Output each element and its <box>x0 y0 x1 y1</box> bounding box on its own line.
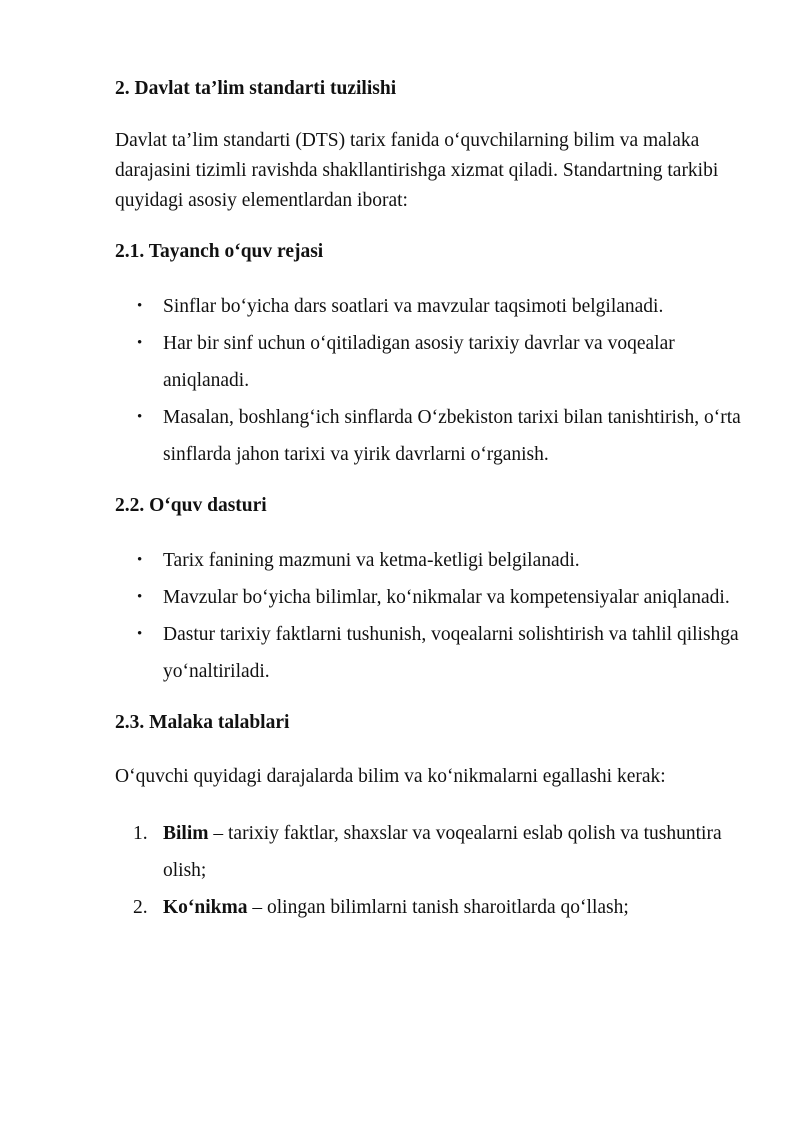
list-item-text: Sinflar bo‘yicha dars soatlari va mavzular taqsimoti belgilanadi. <box>163 296 664 317</box>
document-page <box>115 74 755 926</box>
numbered-list-malaka <box>115 815 755 926</box>
subsection-title-malaka: 2.3. Malaka talablari <box>115 712 290 733</box>
list-item-text: Mavzular bo‘yicha bilimlar, ko‘nikmalar va kompetensiyalar aniqlanadi. <box>163 587 730 608</box>
bullet-marker: • <box>137 589 143 605</box>
bullet-marker: • <box>137 335 143 351</box>
list-number: 1. <box>133 823 148 844</box>
section-title: 2. Davlat ta’lim standarti tuzilishi <box>115 78 397 99</box>
list-number: 2. <box>133 897 148 918</box>
list-item-text: Masalan, boshlang‘ich sinflarda O‘zbekiston tarixi bilan tanishtirish, o‘rta sinflarda jahon tarixi va yirik davrlarni o‘rganish. <box>163 407 741 465</box>
bullet-marker: • <box>137 552 143 568</box>
bullet-marker: • <box>137 298 143 314</box>
malaka-paragraph: O‘quvchi quyidagi darajalarda bilim va ko‘nikmalarni egallashi kerak: <box>115 766 666 787</box>
subsection-title-dastur: 2.2. O‘quv dasturi <box>115 495 267 516</box>
intro-paragraph: Davlat ta’lim standarti (DTS) tarix fanida o‘quvchilarning bilim va malaka darajasini tizimli ravishda shakllantirishga xizmat qiladi. Standartning tarkibi quyidagi asosiy elementlardan iborat: <box>115 130 719 211</box>
list-item-text: – tarixiy faktlar, shaxslar va voqealarni eslab qolish va tushuntira olish; <box>163 823 722 881</box>
list-item <box>115 288 755 325</box>
list-item-text: Tarix fanining mazmuni va ketma-ketligi belgilanadi. <box>163 550 580 571</box>
list-item-text: – olingan bilimlarni tanish sharoitlarda qo‘llash; <box>247 897 629 918</box>
subsection-title-tayanch: 2.1. Tayanch o‘quv rejasi <box>115 241 324 262</box>
list-item-term: Bilim <box>163 823 209 844</box>
list-item <box>115 889 755 926</box>
list-item <box>115 542 755 579</box>
list-item-text: Dastur tarixiy faktlarni tushunish, voqealarni solishtirish va tahlil qilishga yo‘naltiriladi. <box>163 624 739 682</box>
list-item-text: Har bir sinf uchun o‘qitiladigan asosiy tarixiy davrlar va voqealar aniqlanadi. <box>163 333 675 391</box>
bullet-list-dastur <box>115 542 755 690</box>
bullet-list-tayanch <box>115 288 755 473</box>
list-item <box>115 579 755 616</box>
list-item-term: Ko‘nikma <box>163 897 248 918</box>
list-item <box>115 399 755 473</box>
bullet-marker: • <box>137 409 143 425</box>
list-item <box>115 815 755 889</box>
list-item <box>115 616 755 690</box>
bullet-marker: • <box>137 626 143 642</box>
list-item <box>115 325 755 399</box>
